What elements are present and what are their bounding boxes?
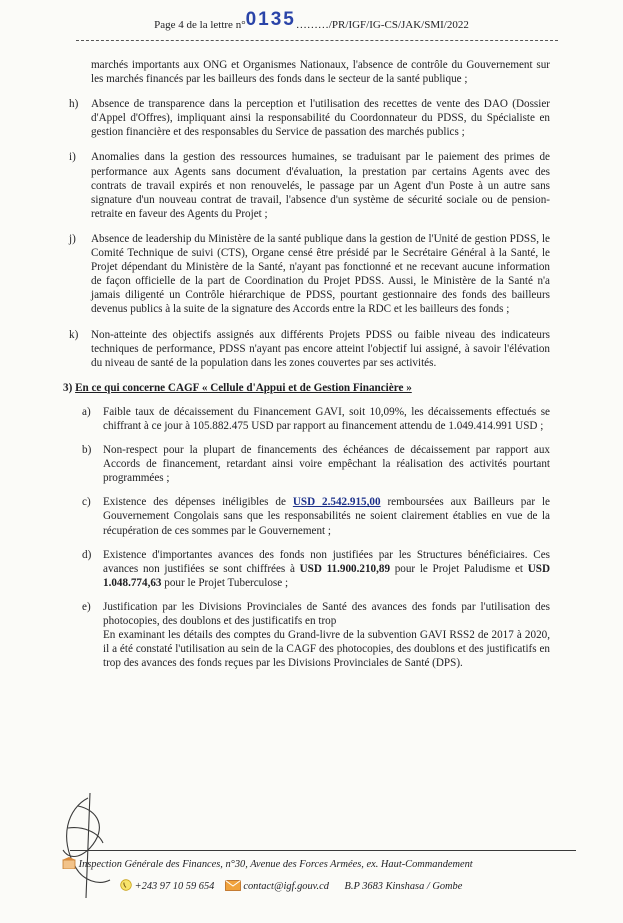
sub-text-post: pour le Projet Tuberculose ; [161,576,289,589]
sub-item-b [66,443,550,485]
header-dots: ……… [295,19,329,31]
letter-reference: /PR/IGF/IG-CS/JAK/SMI/2022 [328,19,469,31]
letter-number: 0135 [245,9,296,30]
item-label: i) [69,151,76,164]
sub-text-pre: Existence d'importantes avances des fonds non justifiées par les Structures bénéficiaires. Ces avances non justifiées se sont chiffrées à [103,548,550,575]
footer-contact-line [120,879,462,894]
list-item-i [66,150,550,220]
sub-label: a) [82,405,91,418]
item-text: Absence de leadership du Ministère de la santé publique dans la gestion de l'Unité de gestion PDSS, le Comité Technique de suivi (CTS), Organe censé être présidé par le Secrétaire Général à la Santé, le Projet dépendant du Ministère de la Santé, n'ayant pas fonctionné et ne recevant aucune information de façon officielle de la part de Coordination du Projet PDSS. Aussi, le Ministère de la Santé n'a jamais diligenté un Contrôle hiérarchique de PDSS, pourtant gestionnaire des fonds des bailleurs devenus publics à la suite de la signature des Accords entre la RDC et les bailleurs des fonds ; [91,232,550,316]
sub-item-c [66,495,550,537]
sub-label: e) [82,600,91,613]
sub-label: c) [82,496,91,509]
header-prefix: Page 4 de la lettre n° [154,19,246,31]
list-item-k [66,328,550,370]
footer-phone: +243 97 10 59 654 [134,880,215,892]
sub-label: b) [82,444,92,457]
item-text: Non-atteinte des objectifs assignés aux différents Projets PDSS ou faible niveau des indicateurs techniques de performance, PDSS n'ayant pas encore atteint l'objectif lui assigné, à savoir l'élévation du niveau de santé de la population dans les zones couvertes par ses activités. [91,328,550,369]
sub-text: Non-respect pour la plupart de financements des échéances de décaissement par rapport aux Accords de financement, retardant ainsi voire empêchant la réalisation des activités pourtant programmées ; [103,444,550,485]
sub-item-a [66,405,550,433]
item-label: k) [69,328,79,341]
sub-text-pre: Existence des dépenses inéligibles de [103,496,293,509]
amount-paludisme: USD 11.900.210,89 [299,562,391,575]
document-body [63,58,550,680]
sub-text-post: remboursées aux Bailleurs par le Gouvernement Congolais sans que les responsabilités ne soient clairement établies en vue de la récupération de ces sommes par le Gouvernement ; [103,496,550,537]
page-header [0,9,623,34]
footer-bp: B.P 3683 Kinshasa / Gombe [344,880,463,892]
footer-address: Inspection Générale des Finances, n°30, Avenue des Forces Armées, ex. Haut-Commandement [78,858,473,870]
section-heading [63,381,547,395]
list-item-h [66,97,550,139]
building-icon [62,857,76,872]
item-label: j) [69,232,76,245]
sub-text-mid: pour le Projet Paludisme et [390,562,528,575]
footer-address-line [62,857,473,872]
item-label: h) [69,98,79,111]
amount-tuberculose: USD 1.048.774,63 [103,562,550,589]
item-text: Absence de transparence dans la perception et l'utilisation des recettes de vente des DAO (Dossier d'Appel d'Offres), impliquant ainsi la responsabilité du Coordonnateur du PDSS, du Spécialiste en gestion financière et des responsables du Service de passation des marchés publics ; [91,98,550,139]
sub-item-d [66,548,550,590]
section-title: En ce qui concerne CAGF « Cellule d'Appui et de Gestion Financière » [75,381,412,394]
sub-label: d) [82,548,92,561]
item-text: Anomalies dans la gestion des ressources humaines, se traduisant par le paiement des primes de performance aux Agents sans document d'évaluation, la prestation par certains Agents avec des contrats de travail expirés et non renouvelés, le passage par un Agent d'un Poste à un autre sans signature d'un nouveau contrat de travail, l'absence d'un système de sécurité sociale ou de pension-retraite en faveur des Agents du Projet ; [91,151,550,220]
sub-text-1: Justification par les Divisions Provinciales de Santé des avances des fonds par l'utilisation des photocopies, des doublons et des justificatifs en trop [103,600,550,627]
phone-icon [120,879,132,894]
sub-text: Faible taux de décaissement du Financement GAVI, soit 10,09%, les décaissements effectués se chiffrant à ce jour à 105.882.475 USD par rapport au financement attendu de 1.049.414.991 USD ; [103,405,550,432]
section-number: 3) [63,381,73,394]
sub-item-e [66,600,550,670]
sub-text-2: En examinant les détails des comptes du Grand-livre de la subvention GAVI RSS2 de 2017 à 2020, il a été constaté l'utilisation au sein de la CAGF des photocopies, des doublons et des justificatifs en trop des avances des fonds reçues par les Divisions Provinciales de Santé (DPS). [103,629,550,670]
amount-ineligible: USD 2.542.915,00 [292,496,381,509]
footer-divider [70,850,576,851]
list-item-j [66,232,550,317]
continuation-paragraph: marchés importants aux ONG et Organismes Nationaux, l'absence de contrôle du Gouvernement sur les marchés financés par les bailleurs des fonds dans le secteur de la santé publique ; [91,59,550,86]
footer-email: contact@igf.gouv.cd [243,880,329,892]
header-divider [76,40,558,41]
mail-icon [225,880,241,894]
